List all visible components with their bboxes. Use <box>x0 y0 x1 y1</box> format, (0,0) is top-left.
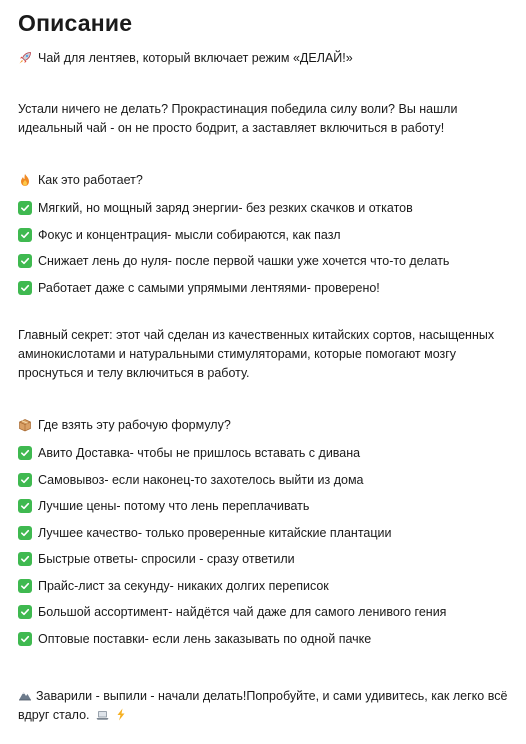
list-item-text: Работает даже с самыми упрямыми лентяями- проверено! <box>38 280 380 295</box>
list-item-text: Фокус и концентрация- мысли собираются, как пазл <box>38 227 341 242</box>
list-item-text: Самовывоз- если наконец-то захотелось выйти из дома <box>38 472 364 487</box>
outro-paragraph <box>18 687 518 727</box>
laptop-icon <box>96 708 109 727</box>
check-mark-icon <box>18 446 32 460</box>
check-mark-icon <box>18 526 32 540</box>
description-page <box>18 8 518 727</box>
rocket-icon <box>18 51 32 65</box>
list-item-text: Авито Доставка- чтобы не пришлось вставать с дивана <box>38 446 361 460</box>
intro-text: Чай для лентяев, который включает режим «ДЕЛАЙ!» <box>38 51 353 65</box>
package-icon <box>18 418 32 432</box>
list-item-text: Мягкий, но мощный заряд энергии- без резких скачков и откатов <box>38 201 413 215</box>
section-1-heading <box>18 170 518 190</box>
list-item-text: Большой ассортимент- найдётся чай даже для самого ленивого гения <box>38 605 447 619</box>
list-item <box>18 549 518 569</box>
list-item <box>18 523 518 543</box>
list-item <box>18 496 518 516</box>
paragraph-1: Устали ничего не делать? Прокрастинация победила силу воли? Вы нашли идеальный чай - он не просто бодрит, а заставляет включиться в работу! <box>18 102 458 135</box>
lightning-icon <box>116 708 126 727</box>
list-item-text: Лучшее качество- только проверенные китайские плантации <box>38 525 392 540</box>
check-mark-icon <box>18 552 32 566</box>
check-mark-icon <box>18 499 32 513</box>
list-item-text: Быстрые ответы- спросили - сразу ответили <box>38 552 295 566</box>
section-1-heading-text: Как это работает? <box>38 173 143 187</box>
list-item <box>18 225 518 245</box>
page-title: Описание <box>18 10 133 36</box>
check-mark-icon <box>18 579 32 593</box>
list-item <box>18 602 518 622</box>
section-2-heading <box>18 415 518 435</box>
list-item <box>18 470 518 490</box>
list-item-text: Прайс-лист за секунду- никаких долгих переписок <box>38 578 329 593</box>
fire-icon <box>18 173 32 187</box>
list-item <box>18 576 518 596</box>
check-mark-icon <box>18 632 32 646</box>
paragraph-2: Главный секрет: этот чай сделан из качественных китайских сортов, насыщенных аминокислотами и натуральными стимуляторами, которые помогают мозгу проснуться и телу включиться в работу. <box>18 328 495 380</box>
list-item-text: Снижает лень до нуля- после первой чашки уже хочется что-то делать <box>38 254 450 268</box>
section-1-list <box>18 198 518 298</box>
section-2-heading-text: Где взять эту рабочую формулу? <box>38 418 231 432</box>
list-item <box>18 251 518 271</box>
list-item <box>18 278 518 298</box>
check-mark-icon <box>18 281 32 295</box>
check-mark-icon <box>18 254 32 268</box>
list-item-text: Лучшие цены- потому что лень переплачивать <box>38 499 310 513</box>
check-mark-icon <box>18 473 32 487</box>
list-item <box>18 629 518 649</box>
list-item <box>18 198 518 218</box>
check-mark-icon <box>18 605 32 619</box>
list-item <box>18 443 518 463</box>
intro-line <box>18 48 518 68</box>
check-mark-icon <box>18 201 32 215</box>
section-2-list <box>18 443 518 649</box>
list-item-text: Оптовые поставки- если лень заказывать по одной пачке <box>38 631 372 646</box>
check-mark-icon <box>18 228 32 242</box>
outro-text: Заварили - выпили - начали делать!Попробуйте, и сами удивитесь, как легко всё вдруг стало. <box>18 689 508 722</box>
mountain-icon <box>18 688 32 702</box>
